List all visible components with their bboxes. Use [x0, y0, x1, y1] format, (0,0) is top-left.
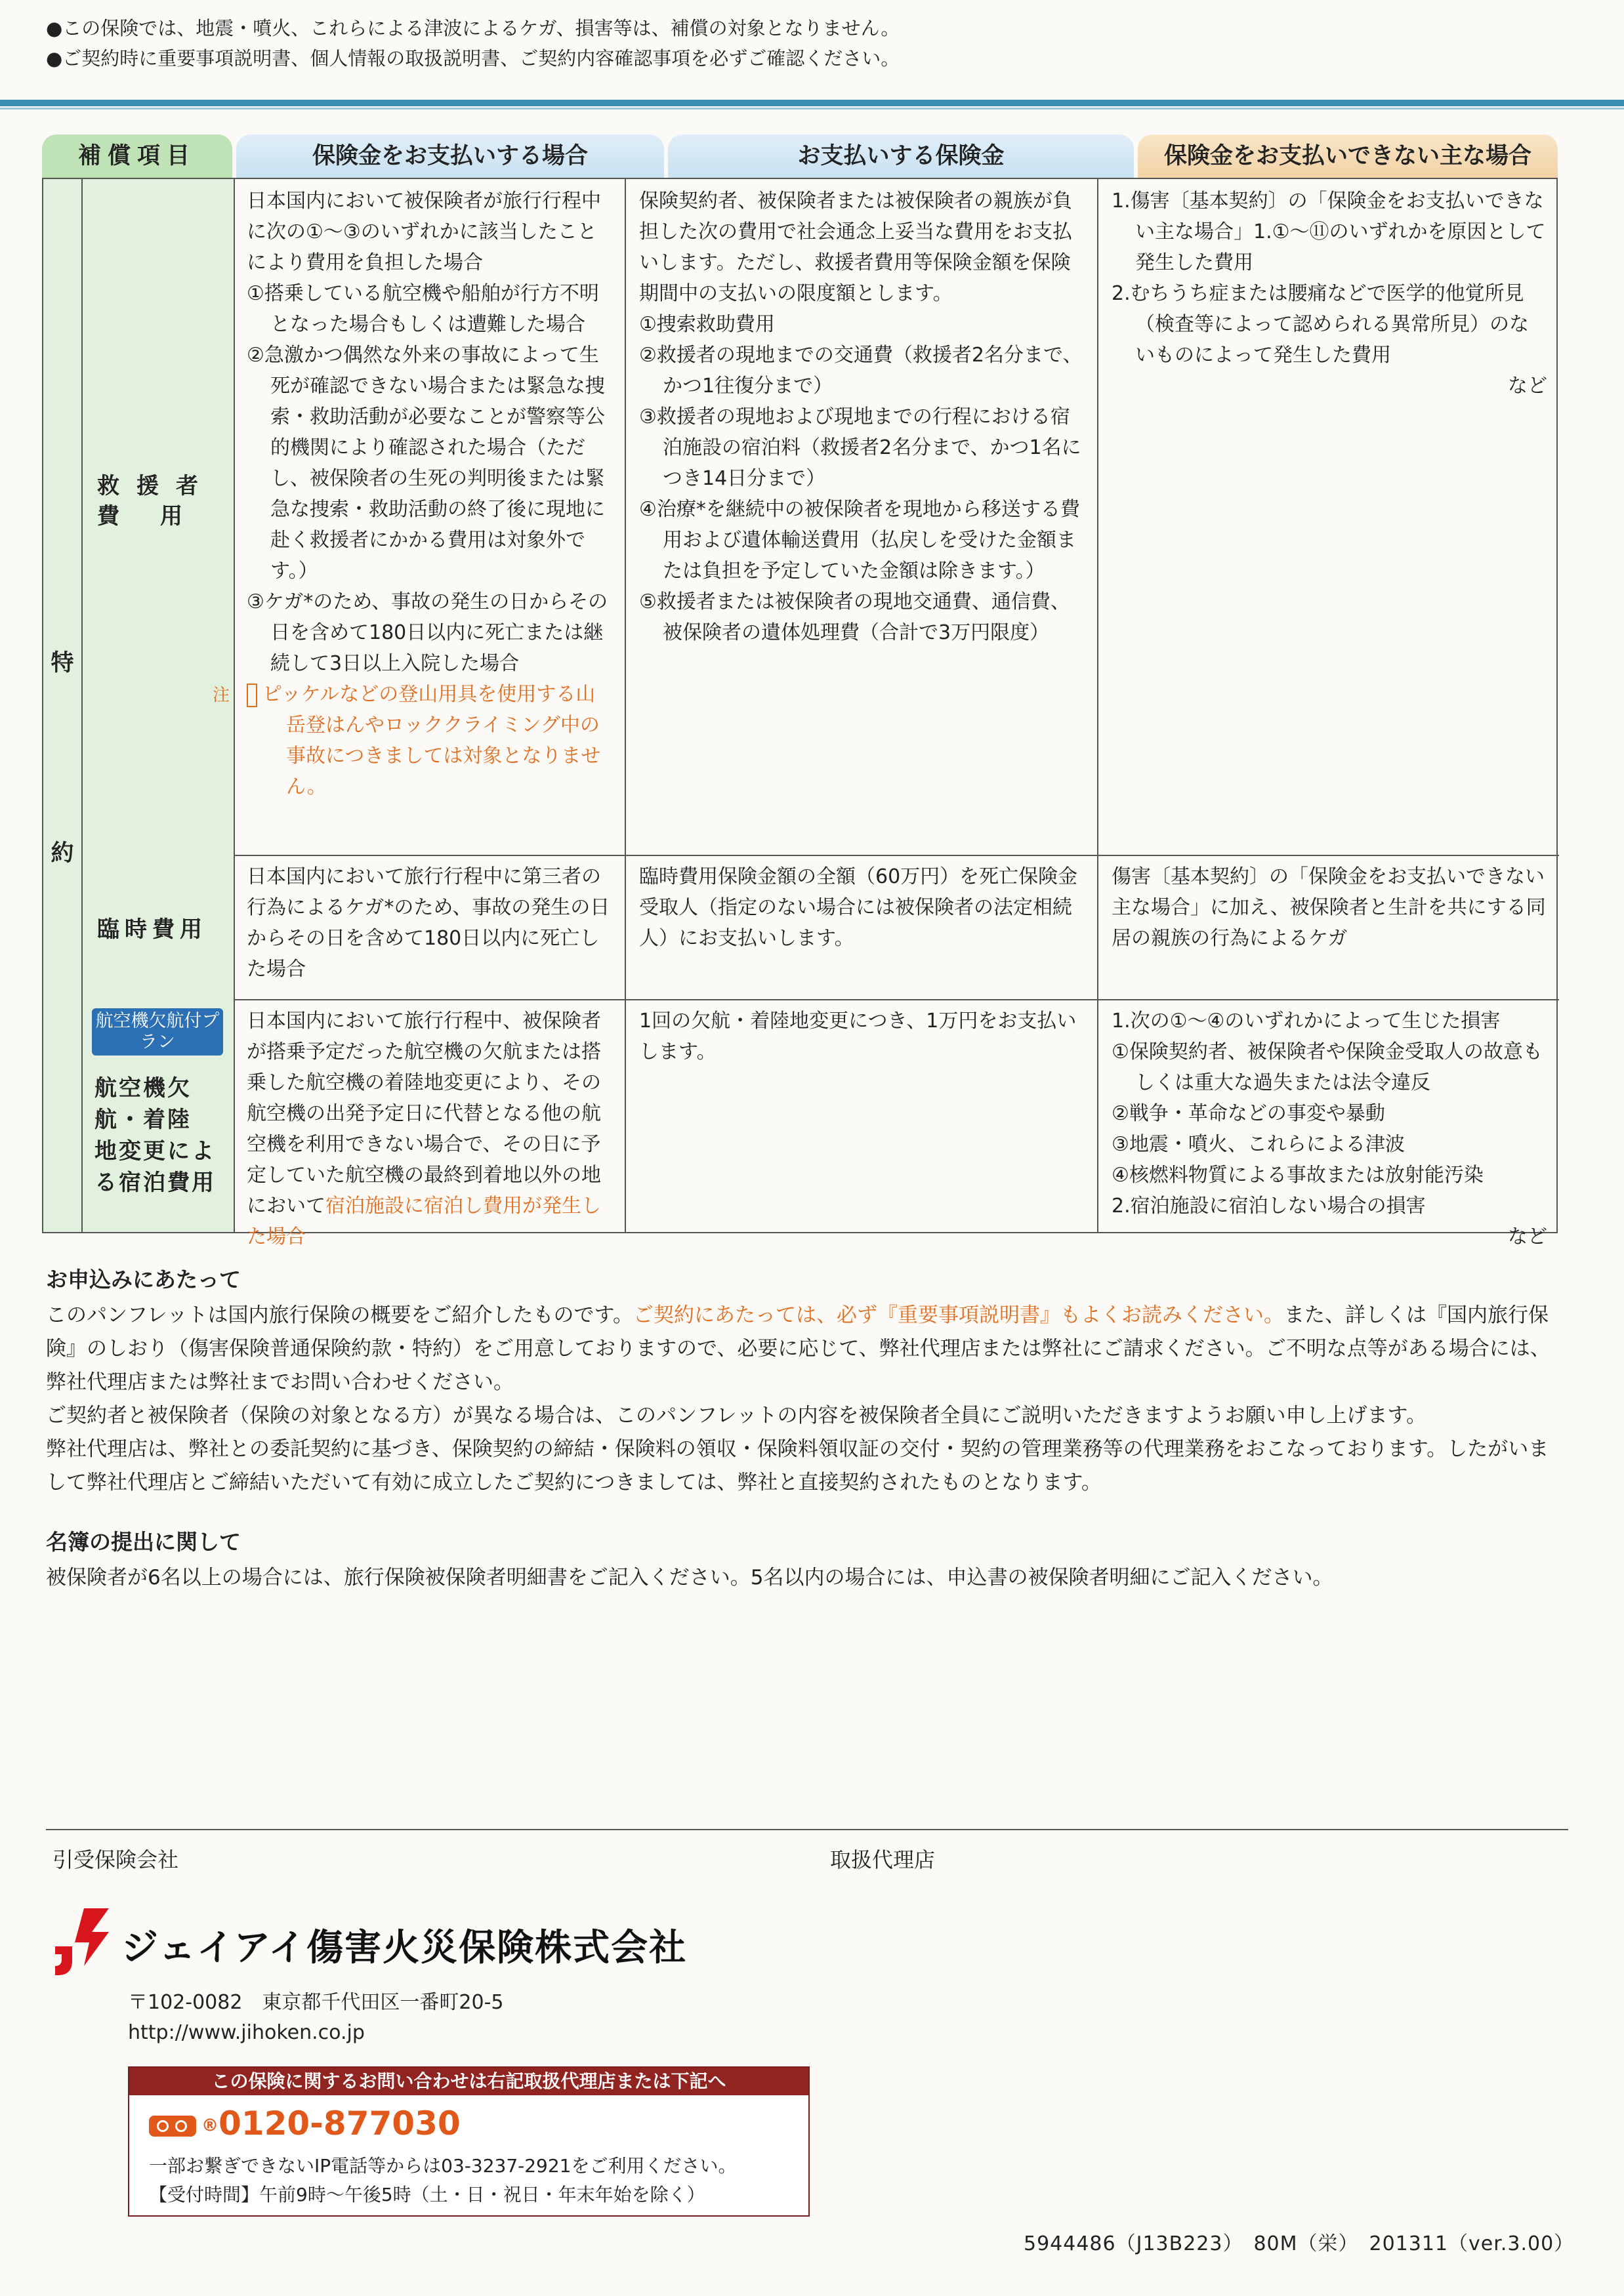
roster-text: 被保険者が6名以上の場合には、旅行保険被保険者明細書をご記入ください。5名以内の場合には、申込書の被保険者明細にご記入ください。 [46, 1566, 1333, 1589]
company-url: http://www.jihoken.co.jp [128, 2021, 365, 2044]
ip-phone-note: 一部お繋ぎできないIP電話等からは03-3237-2921をご利用ください。 [149, 2155, 737, 2177]
payment-temporary: 臨時費用保険金額の全額（60万円）を死亡保険金受取人（指定のない場合には被保険者の法定相続人）にお支払いします。 [627, 855, 1098, 999]
application-p2: ご契約者と被保険者（保険の対象となる方）が異なる場合は、このパンフレットの内容を被保険者全員にご説明いただきますようお願い申し上げます。 [46, 1404, 1426, 1427]
top-notes [46, 13, 1555, 73]
agent-label: 取扱代理店 [830, 1847, 936, 1872]
table-row-temporary [83, 855, 1559, 1000]
company-address: 〒102-0082 東京都千代田区一番町20-5 [128, 1991, 504, 2014]
payment-rescuer: 保険契約者、被保険者または被保険者の親族が負担した次の費用で社会通念上妥当な費用をお支払いします。ただし、救援者費用等保険金額を保険期間中の支払いの限度額とします。 ①捜索救助費用 ②救援者の現地までの交通費（救援者2名分まで、かつ1往復分まで） ③救援者の現地および現地までの行程における宿泊施設の宿泊料（救援者2名分まで、かつ1名につき14日分まで） ④治療*を継続中の被保険者を現地から移送する費用および遺体輸送費用（払戻しを受けた金額または負担を予定していた金額は除きます。） ⑤救援者または被保険者の現地交通費、通信費、被保険者の遺体処理費（合計で3万円限度） [627, 179, 1098, 855]
header-rule [0, 100, 1624, 106]
application-title: お申込みにあたって [46, 1267, 241, 1292]
rider-side-label [43, 179, 83, 1232]
not-paid-temporary: 傷害〔基本契約〕の「保険金をお支払いできない主な場合」に加え、被保険者と生計を共にする同居の親族の行為によるケガ [1112, 865, 1546, 950]
footer-rule [46, 1829, 1568, 1830]
roster-section [46, 1525, 1568, 1595]
application-p3: 弊社代理店は、弊社との委託契約に基づき、保険契約の締結・保険料の領収・保険料領収証の交付・契約の管理業務等の代理業務をおこなっております。したがいまして弊社代理店とご締結いただいて有効に成立したご契約につきましては、弊社と直接契約されたものとなります。 [46, 1437, 1549, 1494]
note-tag: 注 [247, 684, 257, 707]
side-char-2: 約 [51, 840, 74, 867]
roster-title: 名簿の提出に関して [46, 1529, 241, 1555]
company-logo-icon [52, 1906, 112, 1978]
table-header [42, 134, 1558, 178]
note-earthquake: ●この保険では、地震・噴火、これらによる津波によるケガ、損害等は、補償の対象となりません。 [46, 17, 900, 39]
free-dial: ®0120-877030 [149, 2104, 461, 2142]
row-label-temporary: 臨時費用 [83, 855, 235, 999]
underwriter-label: 引受保険会社 [52, 1847, 179, 1872]
contact-header: この保険に関するお問い合わせは右記取扱代理店または下記へ [129, 2068, 808, 2095]
free-dial-icon [149, 2116, 196, 2137]
plan-badge: 航空機欠航付プラン [92, 1008, 223, 1056]
row-label-rescuer: 救援者 費 用 [83, 179, 235, 855]
header-not-paid: 保険金をお支払いできない主な場合 [1138, 134, 1558, 178]
company-name: ジェイアイ傷害火災保険株式会社 [121, 1927, 688, 1969]
header-rule-thin [0, 108, 1624, 110]
side-char-1: 特 [51, 650, 74, 676]
header-pay-case: 保険金をお支払いする場合 [236, 134, 664, 178]
contact-box [128, 2066, 810, 2217]
pay-case-flight: 日本国内において旅行行程中、被保険者が搭乗予定だった航空機の欠航または搭乗した航空機の着陸地変更により、その航空機の出発予定日に代替となる他の航空機を利用できない場合で、その日に予定していた航空機の最終到着地以外の地において宿泊施設に宿泊し費用が発生した場合 [235, 999, 626, 1232]
pay-case-rescuer: 日本国内において被保険者が旅行行程中に次の①～③のいずれかに該当したことにより費用を負担した場合 ①搭乗している航空機や船舶が行方不明となった場合もしくは遭難した場合 ②急激かつ偶然な外来の事故によって生死が確認できない場合または緊急な捜索・救助活動が必要なことが警察等公的機関により確認された場合（ただし、被保険者の生死の判明後または緊急な捜索・救助活動の終了後に現地に赴く救援者にかかる費用は対象外です。） ③ケガ*のため、事故の発生の日からその日を含めて180日以内に死亡または継続して3日以上入院した場合 注 ピッケルなどの登山用具を使用する山岳登はんやロッククライミング中の事故につきましては対象となりません。 [235, 179, 626, 855]
pay-case-temporary: 日本国内において旅行行程中に第三者の行為によるケガ*のため、事故の発生の日からその日を含めて180日以内に死亡した場合 [235, 855, 626, 999]
table-row-flight [83, 999, 1559, 1248]
row-label-flight: 航空機欠航付プラン 航空機欠 航・着陸 地変更によ る宿泊費用 [83, 999, 235, 1232]
note-mountaineering: ピッケルなどの登山用具を使用する山岳登はんやロッククライミング中の事故につきましては対象となりません。 [262, 683, 601, 798]
header-coverage-item: 補償項目 [42, 134, 232, 178]
document-code: 5944486（J13B223） 80M（栄） 201311（ver.3.00） [1024, 2232, 1575, 2255]
company-address-block [128, 1988, 504, 2048]
payment-flight: 1回の欠航・着陸地変更につき、1万円をお支払いします。 [627, 999, 1098, 1232]
note-confirm-docs: ●ご契約時に重要事項説明書、個人情報の取扱説明書、ご契約内容確認事項を必ずご確認ください。 [46, 47, 900, 70]
not-paid-flight: 1.次の①～④のいずれかによって生じた損害 ①保険契約者、被保険者や保険金受取人の故意もしくは重大な過失または法令違反 ②戦争・革命などの事変や暴動 ③地震・噴火、これらによる津波 ④核燃料物質による事故または放射能汚染 2.宿泊施設に宿泊しない場合の損害 など [1112, 1010, 1547, 1248]
coverage-table [42, 134, 1558, 1248]
reception-hours: 【受付時間】午前9時～午後5時（土・日・祝日・年末年始を除く） [149, 2184, 705, 2205]
phone-number: 0120-877030 [219, 2104, 461, 2142]
table-row-rescuer [83, 179, 1559, 856]
table-body [42, 178, 1558, 1248]
not-paid-rescuer: 1.傷害〔基本契約〕の「保険金をお支払いできない主な場合」1.①～⑪のいずれかを原因として発生した費用 2.むちうち症または腰痛などで医学的他覚所見（検査等によって認められる異常所見）のないものによって発生した費用 など [1112, 190, 1547, 398]
header-payment: お支払いする保険金 [668, 134, 1134, 178]
application-section: お申込みにあたって このパンフレットは国内旅行保険の概要をご紹介したものです。ご契約にあたっては、必ず『重要事項説明書』もよくお読みください。また、詳しくは『国内旅行保険』のしおり（傷害保険普通保険約款・特約）をご用意しておりますので、必要に応じて、弊社代理店または弊社にご請求ください。ご不明な点等がある場合には、弊社代理店または弊社までお問い合わせください。 ご契約者と被保険者（保険の対象となる方）が異なる場合は、このパンフレットの内容を被保険者全員にご説明いただきますようお願い申し上げます。 弊社代理店は、弊社との委託契約に基づき、保険契約の締結・保険料の領収・保険料領収証の交付・契約の管理業務等の代理業務をおこなっております。したがいまして弊社代理店とご締結いただいて有効に成立したご契約につきましては、弊社と直接契約されたものとなります。 [46, 1263, 1568, 1500]
